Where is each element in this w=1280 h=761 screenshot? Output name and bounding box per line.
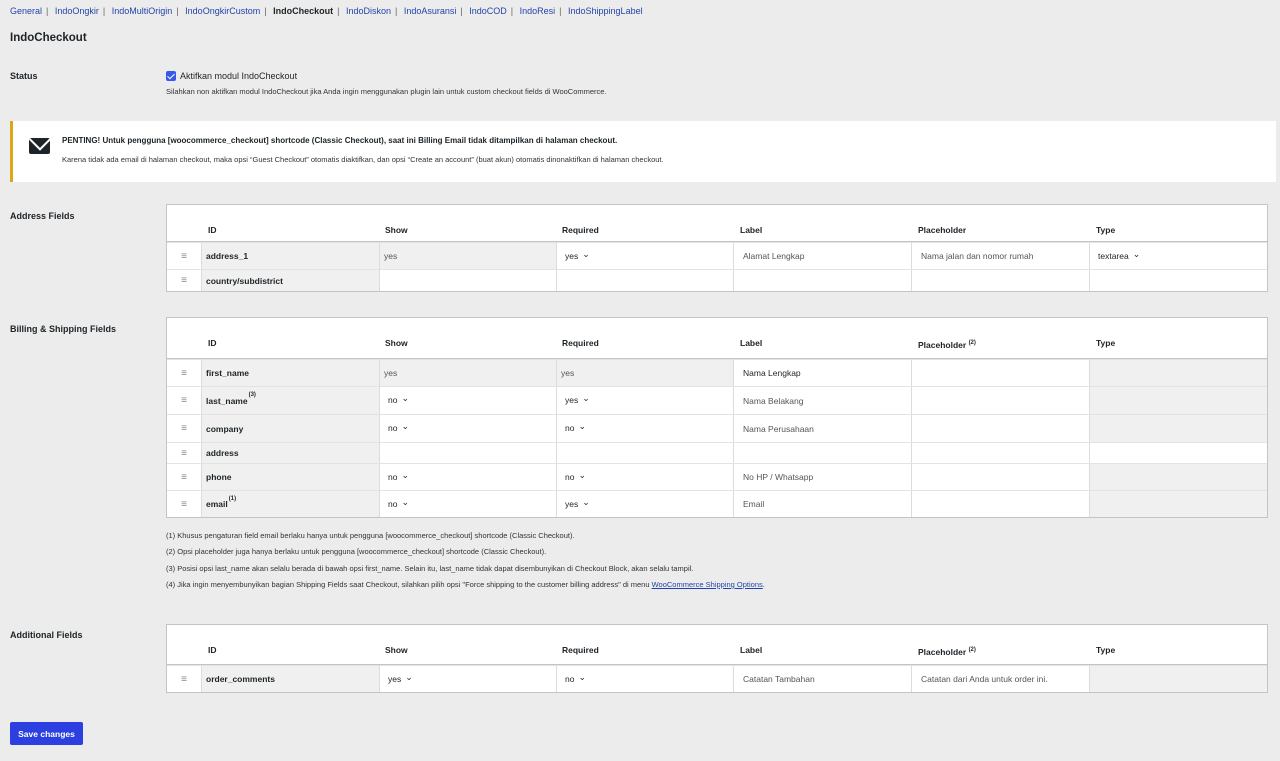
type-select-value: textarea ⌄	[1098, 251, 1140, 262]
drag-handle-icon[interactable]: ≡	[181, 367, 187, 379]
placeholder-input[interactable]: Nama jalan dan nomor rumah	[911, 243, 1089, 269]
required-value	[556, 443, 733, 463]
label-input[interactable]: Email	[733, 491, 911, 517]
drag-handle-icon[interactable]: ≡	[181, 447, 187, 459]
field-id: first_name	[201, 360, 379, 386]
col-placeholder	[918, 647, 976, 657]
type-select[interactable]	[1089, 243, 1267, 269]
placeholder-input[interactable]	[911, 360, 1089, 386]
label-input[interactable]: Alamat Lengkap	[733, 243, 911, 269]
col-placeholder-text: Placeholder	[918, 647, 967, 657]
col-label: Label	[740, 645, 763, 655]
status-description: Silahkan non aktifkan modul IndoCheckout jika Anda ingin menggunakan plugin lain untuk custom checkout fields di WooCommerce.	[166, 87, 607, 96]
status-checkbox-row[interactable]	[166, 71, 297, 81]
table-row	[167, 386, 1267, 414]
type-value	[1089, 270, 1267, 291]
footnote-ref: (3)	[248, 392, 256, 398]
table-row	[167, 490, 1267, 517]
nav-link-indoasuransi[interactable]: IndoAsuransi	[403, 6, 457, 16]
col-type: Type	[1096, 225, 1116, 235]
col-required: Required	[562, 338, 599, 348]
nav-separator: |	[102, 6, 106, 16]
nav-separator: |	[510, 6, 514, 16]
footnote-1: (1) Khusus pengaturan field email berlaku hanya untuk pengguna [woocommerce_checkout] shortcode (Classic Checkout).	[166, 531, 575, 540]
field-id: address_1	[201, 243, 379, 269]
col-show: Show	[385, 645, 408, 655]
page-title: IndoCheckout	[10, 32, 87, 44]
show-value: yes	[379, 243, 556, 269]
drag-handle-icon[interactable]: ≡	[181, 395, 187, 406]
nav-link-indoshippinglabel[interactable]: IndoShippingLabel	[568, 6, 643, 16]
required-select[interactable]	[556, 387, 733, 414]
table-row	[167, 414, 1267, 442]
placeholder-input[interactable]: Catatan dari Anda untuk order ini.	[911, 666, 1089, 692]
field-id: company	[201, 415, 379, 442]
required-select-value: yes ⌄	[565, 499, 590, 510]
drag-handle-icon[interactable]: ≡	[181, 673, 187, 685]
col-id: ID	[208, 225, 217, 235]
nav-separator: |	[264, 6, 267, 16]
important-notice	[10, 121, 1276, 182]
table-row	[167, 269, 1267, 291]
show-value: yes	[379, 360, 556, 386]
required-select[interactable]	[556, 243, 733, 269]
additional-fields-table	[166, 624, 1268, 693]
col-required: Required	[562, 225, 599, 235]
enable-module-checkbox[interactable]	[166, 71, 176, 81]
mail-icon	[29, 138, 50, 154]
col-label: Label	[740, 225, 763, 235]
field-id: address	[201, 443, 379, 463]
nav-separator: |	[559, 6, 562, 16]
type-value	[1089, 387, 1267, 414]
nav-link-indocod[interactable]: IndoCOD	[469, 6, 507, 16]
drag-handle-icon[interactable]: ≡	[181, 275, 187, 286]
label-input	[733, 443, 911, 463]
footnote-ref: (2)	[968, 647, 976, 654]
type-value	[1089, 415, 1267, 442]
col-placeholder: Placeholder	[918, 225, 967, 235]
nav-link-indocheckout[interactable]: IndoCheckout	[273, 6, 334, 16]
footnote-3: (3) Posisi opsi last_name akan selalu berada di bawah opsi first_name. Selain itu, last_name tidak dapat disembunyikan di Checkout Block, akan selalu tampil.	[166, 563, 694, 573]
notice-title: PENTING! Untuk pengguna [woocommerce_checkout] shortcode (Classic Checkout), saat ini Billing Email tidak ditampilkan di halaman checkout.	[62, 136, 618, 145]
required-value	[556, 270, 733, 291]
label-input[interactable]: Nama Perusahaan	[733, 415, 911, 442]
label-input[interactable]: No HP / Whatsapp	[733, 464, 911, 490]
required-select-value: no ⌄	[565, 472, 586, 483]
col-required: Required	[562, 645, 599, 655]
required-select-value: yes ⌄	[565, 395, 590, 406]
required-select-value: yes ⌄	[565, 251, 590, 262]
col-type: Type	[1096, 338, 1116, 348]
required-select[interactable]	[556, 415, 733, 442]
show-select-value: no ⌄	[388, 499, 409, 510]
field-id: order_comments	[201, 666, 379, 692]
woocommerce-shipping-options-link[interactable]: WooCommerce Shipping Options	[651, 579, 763, 589]
col-id: ID	[208, 645, 217, 655]
field-id	[201, 387, 379, 414]
field-id-text: last_name	[206, 395, 248, 406]
placeholder-input[interactable]	[911, 387, 1089, 414]
label-input[interactable]: Catatan Tambahan	[733, 666, 911, 692]
show-select-value: yes ⌄	[388, 674, 413, 685]
label-input[interactable]: Nama Lengkap	[733, 360, 911, 386]
col-show: Show	[385, 225, 408, 235]
field-id: country/subdistrict	[201, 270, 379, 291]
table-header	[167, 318, 1267, 359]
type-value	[1089, 666, 1267, 692]
notice-body: Karena tidak ada email di halaman checkout, maka opsi “Guest Checkout” otomatis diaktifkan, dan opsi “Create an account” (buat akun) otomatis dinonaktifkan di halaman checkout.	[62, 155, 664, 164]
show-select[interactable]	[379, 464, 556, 490]
table-row	[167, 242, 1267, 269]
table-row	[167, 359, 1267, 386]
nav-separator: |	[176, 6, 179, 16]
required-value: yes	[556, 360, 733, 386]
field-id-text: email	[206, 499, 228, 509]
nav-separator: |	[394, 6, 398, 16]
table-row	[167, 665, 1267, 692]
additional-fields-label: Additional Fields	[10, 630, 83, 640]
drag-handle-icon[interactable]: ≡	[181, 250, 187, 262]
label-input[interactable]: Nama Belakang	[733, 387, 911, 414]
show-select-value: no ⌄	[388, 472, 409, 483]
placeholder-input	[911, 443, 1089, 463]
drag-handle-icon[interactable]: ≡	[181, 423, 187, 434]
nav-link-indomultiorigin[interactable]: IndoMultiOrigin	[111, 6, 173, 16]
type-value	[1089, 491, 1267, 517]
table-header	[167, 205, 1267, 242]
nav-link-indoongkir[interactable]: IndoOngkir	[54, 6, 99, 16]
table-row	[167, 442, 1267, 463]
required-select[interactable]	[556, 491, 733, 517]
required-select-value: no ⌄	[565, 674, 586, 685]
col-placeholder	[918, 340, 976, 350]
col-show: Show	[385, 338, 408, 348]
nav-link-indodiskon[interactable]: IndoDiskon	[345, 6, 391, 16]
placeholder-input	[911, 270, 1089, 291]
required-select-value: no ⌄	[565, 423, 586, 434]
footnote-ref: (2)	[968, 340, 976, 347]
table-row	[167, 463, 1267, 490]
footnote-2: (2) Opsi placeholder juga hanya berlaku untuk pengguna [woocommerce_checkout] shortcode (Classic Checkout).	[166, 547, 547, 557]
table-header	[167, 625, 1267, 665]
col-label: Label	[740, 338, 763, 348]
show-select-value: no ⌄	[388, 423, 409, 434]
placeholder-input[interactable]	[911, 464, 1089, 490]
placeholder-input[interactable]	[911, 415, 1089, 442]
type-value	[1089, 443, 1267, 463]
field-id	[201, 491, 379, 517]
status-label: Status	[10, 71, 38, 81]
col-type: Type	[1096, 645, 1116, 655]
footnote-4: (4) Jika ingin menyembunyikan bagian Shipping Fields saat Checkout, silahkan pilih opsi "Force shipping to the customer billing address" di menu WooCommerce Shipping Options.	[166, 579, 765, 589]
nav-link-indoongkircustom[interactable]: IndoOngkirCustom	[185, 6, 261, 16]
label-input	[733, 270, 911, 291]
show-value	[379, 270, 556, 291]
nav-separator: |	[337, 6, 340, 16]
billing-fields-table	[166, 317, 1268, 518]
show-select[interactable]	[379, 387, 556, 414]
save-changes-button[interactable]: Save changes	[10, 722, 83, 745]
col-id: ID	[208, 338, 217, 348]
module-subnav	[10, 6, 643, 16]
nav-link-indoresi[interactable]: IndoResi	[519, 6, 556, 16]
show-select[interactable]	[379, 415, 556, 442]
address-fields-table	[166, 204, 1268, 292]
field-id: phone	[201, 464, 379, 490]
nav-separator: |	[460, 6, 463, 16]
show-select-value: no ⌄	[388, 395, 409, 406]
nav-link-general[interactable]: General	[10, 6, 43, 16]
address-fields-label: Address Fields	[10, 211, 75, 221]
enable-module-label: Aktifkan modul IndoCheckout	[180, 71, 298, 81]
footnote-ref: (1)	[228, 496, 237, 502]
required-select[interactable]	[556, 464, 733, 490]
drag-handle-icon[interactable]: ≡	[181, 498, 187, 510]
drag-handle-icon[interactable]: ≡	[181, 471, 187, 483]
show-select[interactable]	[379, 491, 556, 517]
billing-fields-label: Billing & Shipping Fields	[10, 324, 116, 334]
placeholder-input[interactable]	[911, 491, 1089, 517]
required-select[interactable]	[556, 666, 733, 692]
footnote-4-text: (4) Jika ingin menyembunyikan bagian Shipping Fields saat Checkout, silahkan pilih opsi "Force shipping to the customer billing address" di menu	[166, 579, 650, 589]
nav-separator: |	[46, 6, 49, 16]
type-value	[1089, 360, 1267, 386]
show-value	[379, 443, 556, 463]
type-value	[1089, 464, 1267, 490]
footnotes	[166, 528, 765, 593]
show-select[interactable]	[379, 666, 556, 692]
col-placeholder-text: Placeholder	[918, 340, 967, 350]
